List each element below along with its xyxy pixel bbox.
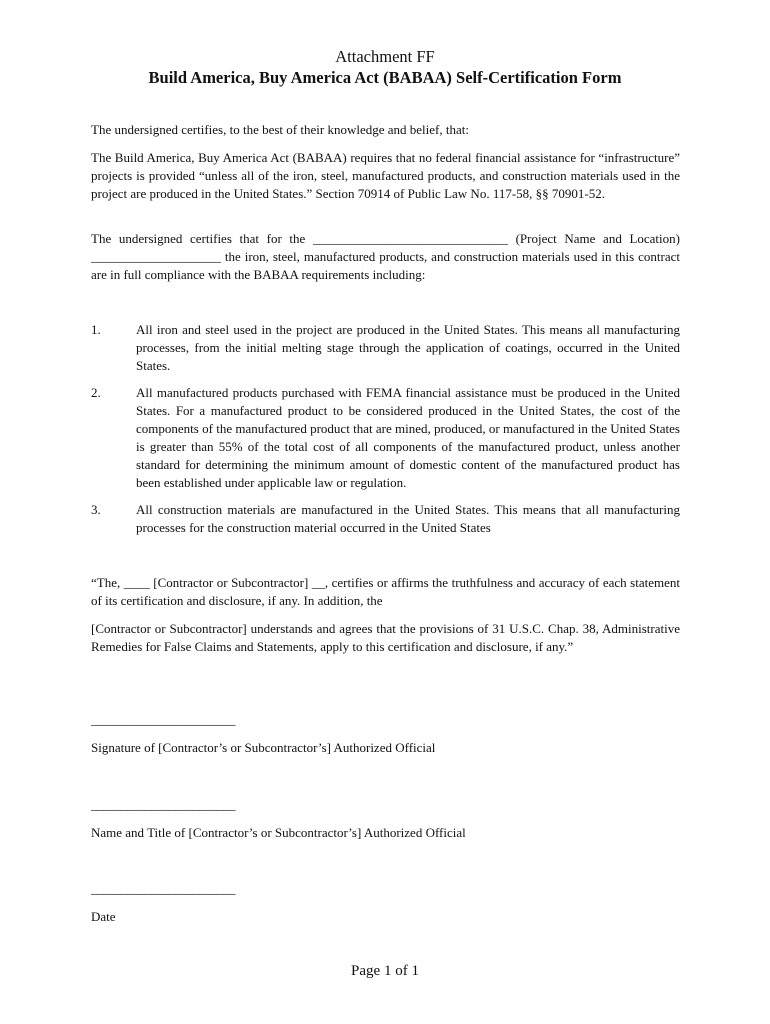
signature-line[interactable]: ________________________ xyxy=(91,712,235,727)
requirement-number: 1. xyxy=(91,322,101,337)
requirement-number: 3. xyxy=(91,502,101,517)
name-title-label: Name and Title of [Contractor’s or Subcontractor’s] Authorized Official xyxy=(91,825,466,840)
attachment-label: Attachment FF xyxy=(335,47,435,66)
babaa-paragraph: The Build America, Buy America Act (BABAA) requires that no federal financial assistance for “infrastructure” projects is provided “unless all of the iron, steel, manufactured products, and construction materials used in the project are produced in the United States.” Section 70914 of Public Law No. 117-58, §§ 70901-52. xyxy=(91,150,680,201)
requirement-text: All manufactured products purchased with FEMA financial assistance must be produced in the United States. For a manufactured product to be considered produced in the United States, the cost of the components of the manufactured product that are mined, produced, or manufactured in the United States is greater than 55% of the total cost of all components of the manufactured product, unless another standard for determining the minimum amount of domestic content of the manufactured product has been established under applicable law or regulation. xyxy=(136,385,680,490)
signature-label: Signature of [Contractor’s or Subcontractor’s] Authorized Official xyxy=(91,740,436,755)
intro-paragraph: The undersigned certifies, to the best of their knowledge and belief, that: xyxy=(91,122,469,137)
requirement-number: 2. xyxy=(91,385,101,400)
form-title: Build America, Buy America Act (BABAA) Self-Certification Form xyxy=(148,68,622,87)
date-line[interactable]: ________________________ xyxy=(91,881,235,896)
affirmation-paragraph-2: [Contractor or Subcontractor] understands and agrees that the provisions of 31 U.S.C. Chap. 38, Administrative Remedies for False Claims and Statements, apply to this certification and disclosure, if any.” xyxy=(91,621,680,654)
affirmation-paragraph-1: “The, ____ [Contractor or Subcontractor] __, certifies or affirms the truthfulness and accuracy of each statement of its certification and disclosure, if any. In addition, the xyxy=(91,575,680,608)
name-title-line[interactable]: ________________________ xyxy=(91,797,235,812)
page-number: Page 1 of 1 xyxy=(351,963,419,979)
requirement-text: All construction materials are manufactured in the United States. This means that all manufacturing processes for the construction material occurred in the United States xyxy=(136,502,680,535)
requirement-text: All iron and steel used in the project are produced in the United States. This means all manufacturing processes, from the initial melting stage through the application of coatings, occurred in the United States. xyxy=(136,322,680,373)
date-label: Date xyxy=(91,909,116,924)
certification-paragraph: The undersigned certifies that for the ______________________________ (Project Name and Location) ____________________ the iron, steel, manufactured products, and construction materials used in this contract are in full compliance with the BABAA requirements including: xyxy=(91,231,680,282)
